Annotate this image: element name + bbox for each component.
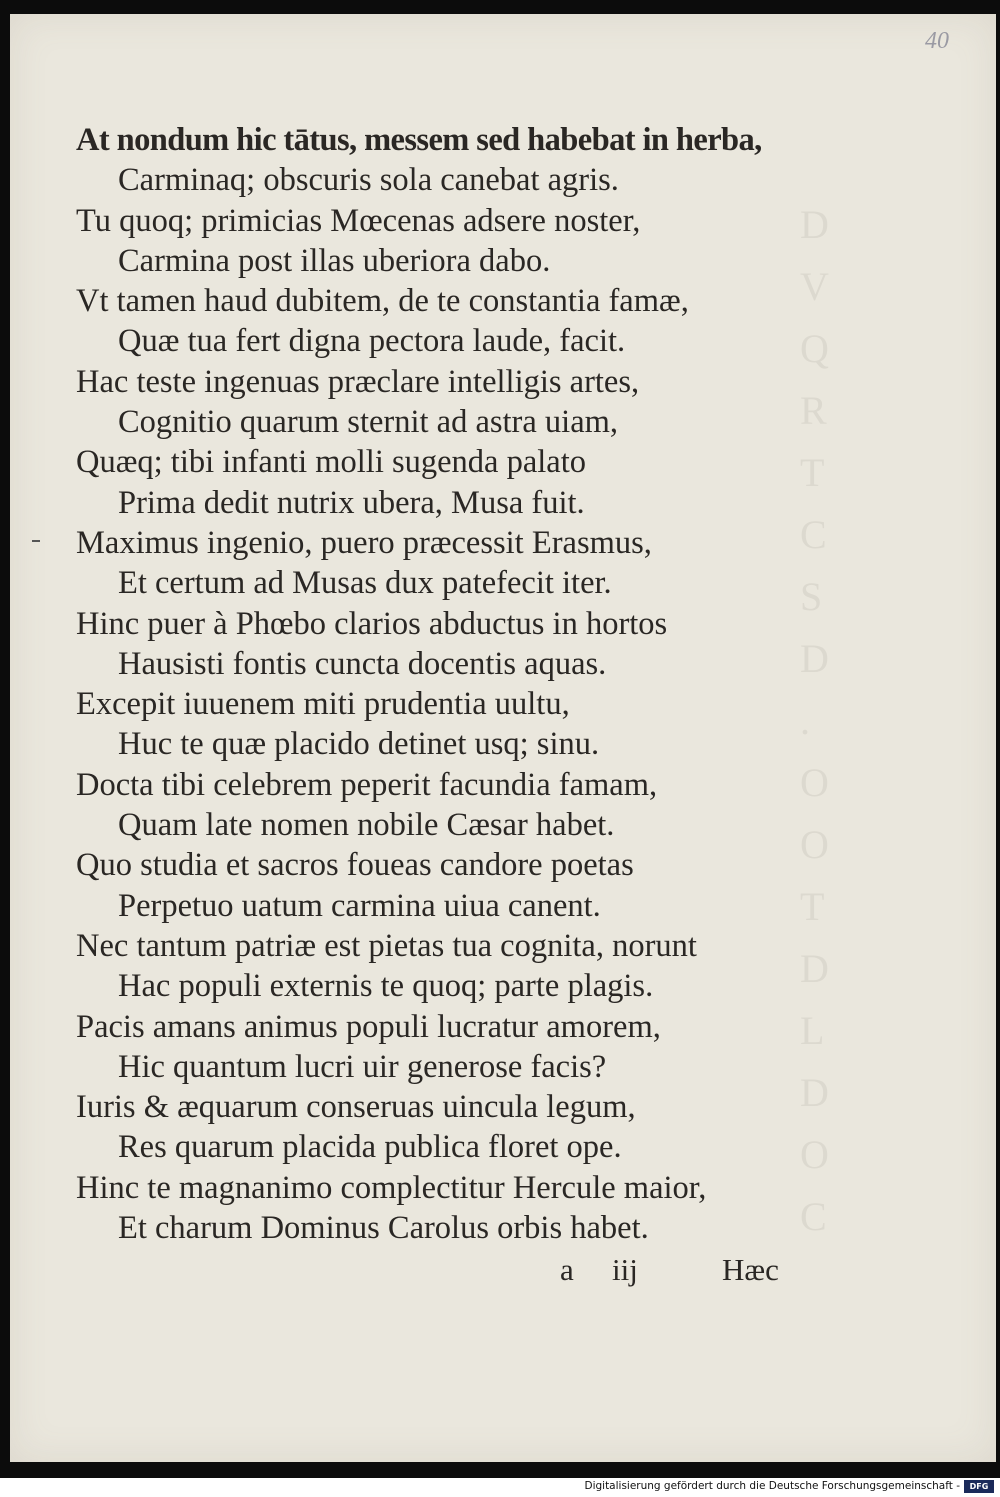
poem-line: Nec tantum patriæ est pietas tua cognita, norunt [76,927,697,964]
poem-line: Quo studia et sacros foueas candore poetas [76,847,634,884]
poem-line: Tu quoq; primicias Mœcenas adsere noster, [76,202,641,239]
poem-line: Pacis amans animus populi lucratur amorem, [76,1008,661,1045]
poem-line: Carminaq; obscuris sola canebat agris. [118,162,619,199]
poem-line: Hic quantum lucri uir generose facis? [118,1048,607,1085]
funding-credit: Digitalisierung gefördert durch die Deutsche Forschungsgemeinschaft - [584,1480,960,1492]
poem-line: Perpetuo uatum carmina uiua canent. [118,887,601,924]
poem-line: Hac populi externis te quoq; parte plagis. [118,968,654,1005]
poem-line: Hinc puer à Phœbo clarios abductus in hortos [76,605,668,642]
poem-line: Hausisti fontis cuncta docentis aquas. [118,645,607,682]
poem-line: Iuris & æquarum conseruas uincula legum, [76,1089,636,1126]
poem-line: Cognitio quarum sternit ad astra uiam, [118,404,619,441]
poem-line: Prima dedit nutrix ubera, Musa fuit. [118,484,585,521]
signature-mark: a [560,1252,574,1287]
poem-text-block [76,120,836,1248]
poem-line: Hac teste ingenuas præclare intelligis artes, [76,363,640,400]
poem-line: Et certum ad Musas dux patefecit iter. [118,565,612,602]
poem-line: Carmina post illas uberiora dabo. [118,242,551,279]
poem-line: Quam late nomen nobile Cæsar habet. [118,807,615,844]
page-signature-row [0,1252,1000,1296]
margin-mark [32,540,40,542]
poem-line: Maximus ingenio, puero præcessit Erasmus, [76,524,652,561]
poem-line: Huc te quæ placido detinet usq; sinu. [118,726,600,763]
dfg-logo-icon: DFG [964,1480,994,1493]
poem-line: Hinc te magnanimo complectitur Hercule maior, [76,1169,707,1206]
poem-line: At nondum hic tātus, messem sed habebat in herba, [76,122,762,158]
show-through-bleed: D V Q R T C S D . O O T D L D O C [800,202,829,1239]
footer-bar [0,1478,1000,1497]
poem-line: Excepit iuuenem miti prudentia uultu, [76,686,570,723]
signature-number: iij [612,1252,638,1287]
catchword: Hæc [722,1252,779,1287]
folio-number: 40 [925,28,949,54]
poem-line: Vt tamen haud dubitem, de te constantia famæ, [76,283,689,320]
poem-line: Quæq; tibi infanti molli sugenda palato [76,444,587,481]
poem-line: Quæ tua fert digna pectora laude, facit. [118,323,626,360]
poem-line: Res quarum placida publica floret ope. [118,1129,622,1166]
poem-line: Docta tibi celebrem peperit facundia famam, [76,766,658,803]
poem-line: Et charum Dominus Carolus orbis habet. [118,1210,649,1247]
